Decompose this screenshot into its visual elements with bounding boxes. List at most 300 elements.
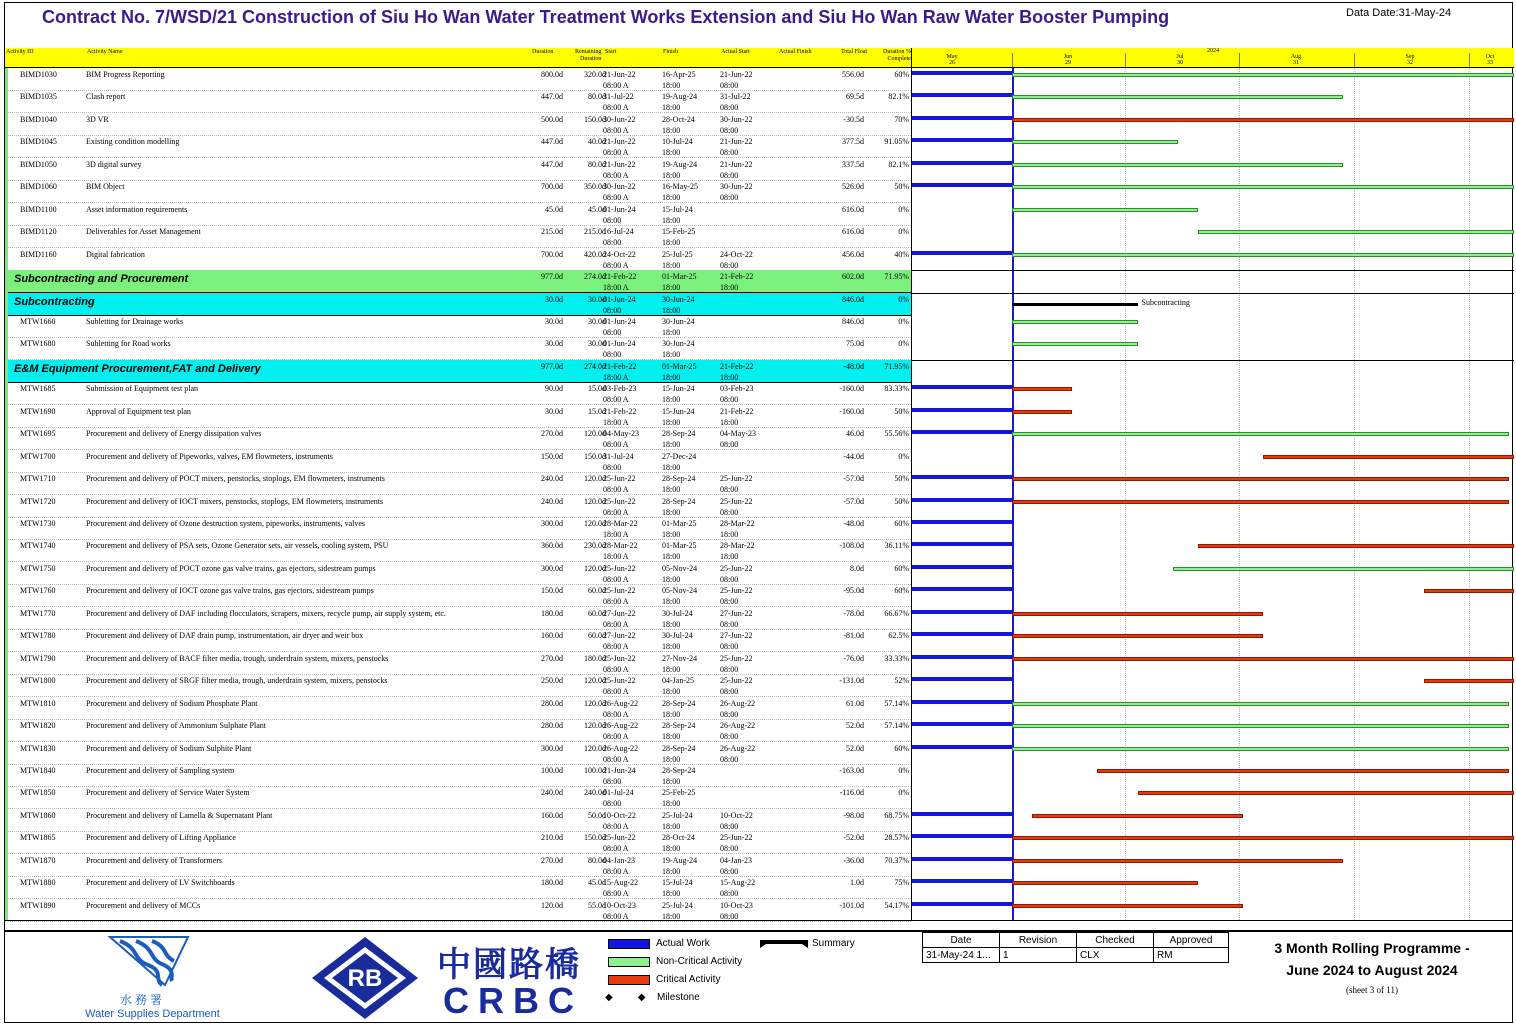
gantt-noncritical-bar[interactable] — [1012, 320, 1138, 324]
activity-name-cell: Procurement and delivery of Service Water System — [86, 788, 250, 798]
percent-complete-cell: 60% — [894, 519, 909, 528]
activity-row[interactable] — [8, 652, 911, 675]
actual-start-time: 18:00 — [720, 283, 739, 293]
gantt-actual-bar[interactable] — [912, 385, 1012, 389]
duration-cell: 240.0d — [541, 788, 563, 798]
gantt-actual-bar[interactable] — [912, 430, 1012, 434]
activity-row[interactable] — [8, 584, 911, 607]
percent-complete-cell: 70% — [894, 114, 909, 124]
percent-complete-cell: 83.33% — [884, 384, 909, 394]
actual-start-date: 15-Aug-22 — [720, 878, 756, 888]
total-float-cell: 616.0d — [842, 204, 864, 214]
finish-date-cell — [662, 114, 695, 136]
finish-date-cell — [662, 361, 697, 383]
start-date-cell — [603, 653, 635, 675]
start-date-time: 08:00 — [603, 350, 622, 360]
activity-row[interactable] — [8, 719, 911, 742]
timeline-month: Jun — [1063, 54, 1073, 60]
gantt-critical-bar[interactable] — [1138, 791, 1515, 795]
gantt-summary-label: Subcontracting — [1141, 297, 1190, 307]
start-date-cell — [603, 383, 636, 405]
actual-start-time: 08:00 — [720, 911, 739, 921]
revision-table — [922, 932, 1229, 977]
start-date-time: 08:00 A — [603, 81, 629, 90]
gantt-noncritical-bar[interactable] — [1012, 73, 1514, 77]
activity-row[interactable] — [8, 495, 911, 518]
gantt-critical-bar[interactable] — [1032, 814, 1243, 818]
start-date-time: 08:00 A — [603, 709, 629, 719]
activity-row[interactable] — [8, 427, 911, 450]
activity-row[interactable] — [8, 158, 911, 181]
percent-complete-cell: 0% — [898, 339, 909, 349]
rev-header-approved: Approved — [1154, 933, 1229, 948]
start-date-time: 08:00 — [603, 305, 622, 315]
gantt-actual-bar[interactable] — [912, 520, 1012, 524]
start-date-time: 08:00 A — [603, 574, 629, 584]
total-float-cell: -95.0d — [843, 586, 864, 596]
finish-date-cell — [662, 787, 695, 809]
legend — [605, 937, 905, 1017]
col-start[interactable]: Start — [605, 49, 617, 55]
start-date-date: 21-Feb-22 — [603, 272, 637, 282]
activity-row[interactable] — [8, 315, 911, 338]
gantt-noncritical-bar[interactable] — [1012, 208, 1198, 212]
gantt-actual-bar[interactable] — [912, 745, 1012, 749]
footer-divider — [5, 930, 1513, 932]
activity-row[interactable] — [8, 90, 911, 113]
gantt-actual-bar[interactable] — [912, 812, 1012, 816]
finish-date-cell — [662, 451, 696, 473]
activity-row[interactable] — [8, 113, 911, 136]
gantt-actual-bar[interactable] — [912, 161, 1012, 165]
start-date-cell — [603, 114, 635, 136]
gantt-critical-bar[interactable] — [1012, 904, 1243, 908]
duration-cell: 700.0d — [541, 249, 563, 259]
activity-row[interactable] — [8, 68, 911, 91]
start-date-cell — [603, 249, 636, 271]
duration-cell: 90.0d — [545, 384, 563, 394]
start-date-cell — [603, 204, 635, 226]
start-date-date: 21-Jun-22 — [603, 137, 636, 147]
start-date-time: 08:00 — [603, 799, 622, 809]
gantt-actual-bar[interactable] — [912, 542, 1012, 546]
activity-row[interactable] — [8, 809, 911, 832]
gantt-critical-bar[interactable] — [1012, 859, 1343, 863]
percent-complete-cell: 50% — [894, 406, 909, 416]
timeline-week: 32 — [1407, 60, 1413, 66]
finish-date-time: 18:00 — [662, 889, 681, 899]
sheet-number: (sheet 3 of 11) — [1346, 985, 1398, 995]
gantt-critical-bar[interactable] — [1012, 836, 1514, 840]
activity-row[interactable] — [8, 135, 911, 158]
total-float-cell: 52.0d — [846, 743, 864, 753]
gantt-actual-bar[interactable] — [912, 475, 1012, 479]
activity-row[interactable] — [8, 899, 911, 922]
gantt-actual-bar[interactable] — [912, 722, 1012, 726]
finish-date-date: 28-Sep-24 — [662, 496, 696, 506]
percent-complete-cell: 54.17% — [884, 900, 909, 910]
duration-cell: 30.0d — [545, 294, 563, 304]
actual-start-date: 25-Jun-22 — [720, 496, 753, 506]
start-date-date: 25-Jun-22 — [603, 563, 636, 573]
gantt-actual-bar[interactable] — [912, 655, 1012, 659]
actual-start-time: 08:00 — [720, 81, 739, 90]
activity-row[interactable] — [8, 831, 911, 854]
activity-id-cell: BIMD1040 — [20, 114, 57, 124]
gantt-actual-bar[interactable] — [912, 408, 1012, 412]
actual-start-time: 08:00 — [720, 193, 739, 203]
col-total-float[interactable]: Total Float — [841, 49, 868, 55]
activity-row[interactable] — [8, 607, 911, 630]
start-date-time: 08:00 A — [603, 664, 629, 674]
total-float-cell: 46.0d — [846, 429, 864, 439]
start-date-cell — [603, 181, 635, 203]
activity-row[interactable] — [8, 248, 911, 271]
activity-name-cell: Procurement and delivery of Transformers — [86, 855, 222, 865]
activity-row[interactable] — [8, 854, 911, 877]
actual-start-time: 08:00 — [720, 125, 739, 135]
start-date-cell — [603, 428, 639, 450]
start-date-date: 31-Jul-22 — [603, 92, 634, 102]
start-date-date: 28-Mar-22 — [603, 519, 638, 528]
finish-date-time: 18:00 — [662, 462, 681, 472]
percent-complete-cell: 52% — [894, 676, 909, 686]
start-date-date: 04-Jan-23 — [603, 855, 635, 865]
activity-name-cell: Procurement and delivery of POCT ozone gas valve trains, gas ejectors, sidestream pumps — [86, 563, 376, 573]
gantt-noncritical-bar[interactable] — [1012, 432, 1509, 436]
gantt-noncritical-bar[interactable] — [1012, 747, 1509, 751]
gantt-critical-bar[interactable] — [1012, 881, 1198, 885]
activity-name-cell: Procurement and delivery of PSA sets, Ozone Generator sets, air vessels, cooling system, PSU — [86, 541, 389, 551]
duration-cell: 250.0d — [541, 676, 563, 686]
activity-row[interactable] — [8, 697, 911, 720]
finish-date-date: 25-Feb-25 — [662, 788, 696, 798]
finish-date-time: 18:00 — [662, 530, 681, 539]
finish-date-cell — [662, 136, 693, 158]
start-date-cell — [603, 765, 635, 787]
activity-row[interactable] — [8, 539, 911, 562]
gantt-noncritical-bar[interactable] — [1173, 567, 1514, 571]
start-date-date: 01-Jun-24 — [603, 339, 636, 349]
percent-complete-cell: 66.67% — [884, 608, 909, 618]
total-float-cell: 377.5d — [842, 137, 864, 147]
remaining-duration-cell: 60.0d — [588, 608, 606, 618]
activity-row[interactable] — [8, 382, 911, 405]
gantt-noncritical-bar[interactable] — [1012, 702, 1509, 706]
gantt-actual-bar[interactable] — [912, 677, 1012, 681]
timeline-divider — [1469, 53, 1470, 67]
gantt-critical-bar[interactable] — [1012, 477, 1509, 481]
start-date-time: 08:00 — [603, 462, 622, 472]
gantt-critical-bar[interactable] — [1012, 387, 1072, 391]
gantt-actual-bar[interactable] — [912, 71, 1012, 75]
finish-date-cell — [662, 473, 695, 495]
rev-header-checked: Checked — [1077, 933, 1154, 948]
activity-id-cell: BIMD1030 — [20, 70, 57, 79]
gantt-critical-bar[interactable] — [1263, 455, 1514, 459]
gantt-critical-bar[interactable] — [1012, 657, 1514, 661]
col-actual-start[interactable]: Actual Start — [721, 49, 750, 55]
finish-date-cell — [662, 653, 697, 675]
activity-id-cell: BIMD1100 — [20, 204, 57, 214]
start-date-date: 01-Jun-24 — [603, 316, 636, 326]
activity-row[interactable] — [8, 180, 911, 203]
gantt-critical-bar[interactable] — [1012, 634, 1263, 638]
start-date-date: 27-Jun-22 — [603, 608, 636, 618]
activity-name-cell: Procurement and delivery of Sampling system — [86, 765, 235, 775]
gantt-summary-bar[interactable] — [1012, 303, 1138, 306]
start-date-date: 28-Mar-22 — [603, 541, 638, 551]
programme-title — [1238, 937, 1506, 981]
gantt-actual-bar[interactable] — [912, 183, 1012, 187]
gantt-actual-bar[interactable] — [912, 902, 1012, 906]
duration-cell: 120.0d — [541, 900, 563, 910]
duration-cell: 30.0d — [545, 339, 563, 349]
gantt-actual-bar[interactable] — [912, 138, 1012, 142]
gantt-actual-bar[interactable] — [912, 116, 1012, 120]
gantt-actual-bar[interactable] — [912, 565, 1012, 569]
gantt-critical-bar[interactable] — [1012, 118, 1514, 122]
actual-start-cell — [720, 698, 755, 720]
finish-date-cell — [662, 271, 697, 293]
actual-start-cell — [720, 900, 753, 922]
remaining-duration-cell: 230.0d — [584, 541, 606, 551]
remaining-duration-cell: 120.0d — [584, 721, 606, 731]
finish-date-time: 18:00 — [662, 193, 681, 203]
col-activity-name[interactable]: Activity Name — [87, 49, 123, 55]
total-float-cell: 602.0d — [842, 272, 864, 282]
actual-start-cell — [720, 428, 756, 450]
start-date-date: 25-Jun-22 — [603, 833, 636, 843]
start-date-time: 08:00 A — [603, 485, 629, 495]
col-remaining-line2: Duration — [580, 56, 602, 62]
activity-row[interactable] — [8, 405, 911, 428]
gantt-noncritical-bar[interactable] — [1012, 724, 1509, 728]
duration-cell: 30.0d — [545, 316, 563, 326]
duration-cell: 30.0d — [545, 406, 563, 416]
actual-start-cell — [720, 720, 755, 742]
gantt-actual-bar[interactable] — [912, 610, 1012, 614]
actual-start-time: 08:00 — [720, 440, 739, 450]
total-float-cell: -163.0d — [839, 765, 864, 775]
gantt-noncritical-bar[interactable] — [1012, 140, 1178, 144]
duration-cell: 150.0d — [541, 586, 563, 596]
remaining-duration-cell: 80.0d — [588, 855, 606, 865]
actual-start-cell — [720, 406, 753, 428]
col-finish[interactable]: Finish — [663, 49, 679, 55]
actual-start-time: 08:00 — [720, 754, 739, 764]
start-date-cell — [603, 91, 634, 113]
activity-id-cell: MTW1880 — [20, 878, 56, 888]
start-date-date: 25-Jun-22 — [603, 496, 636, 506]
actual-start-cell — [720, 249, 753, 271]
finish-date-cell — [662, 608, 693, 630]
activity-id-cell: MTW1750 — [20, 563, 56, 573]
finish-date-date: 19-Aug-24 — [662, 855, 698, 865]
start-date-cell — [603, 271, 636, 293]
start-date-date: 25-Jun-22 — [603, 586, 636, 596]
gantt-noncritical-bar[interactable] — [1012, 342, 1138, 346]
gantt-noncritical-bar[interactable] — [1198, 230, 1514, 234]
finish-date-date: 30-Jul-24 — [662, 631, 693, 641]
percent-complete-cell: 60% — [894, 586, 909, 596]
activity-row[interactable] — [8, 517, 911, 540]
remaining-duration-cell: 150.0d — [584, 451, 606, 461]
activity-row[interactable] — [8, 764, 911, 787]
activity-id-cell: MTW1680 — [20, 339, 56, 349]
total-float-cell: 616.0d — [842, 227, 864, 237]
finish-date-time: 18:00 — [662, 664, 681, 674]
gantt-critical-bar[interactable] — [1424, 589, 1514, 593]
gantt-actual-bar[interactable] — [912, 632, 1012, 636]
activity-name-cell: 3D digital survey — [86, 159, 142, 169]
activity-name-cell: Procurement and delivery of Pipeworks, valves, EM flowmeters, instruments — [86, 451, 333, 461]
col-pct-line2: Complete — [887, 56, 911, 62]
finish-date-date: 01-Mar-25 — [662, 272, 697, 282]
gantt-critical-bar[interactable] — [1012, 500, 1509, 504]
start-date-time: 08:00 A — [603, 642, 629, 652]
activity-name-cell: Procurement and delivery of DAF drain pump, instrumentation, air dryer and weir box — [86, 631, 364, 641]
percent-complete-cell: 50% — [894, 182, 909, 192]
group-header-row[interactable] — [8, 360, 911, 383]
gantt-actual-bar[interactable] — [912, 93, 1012, 97]
finish-date-time: 18:00 — [662, 327, 681, 337]
start-date-time: 08:00 — [603, 327, 622, 337]
activity-name-cell: Procurement and delivery of BACF filter media, trough, underdrain system, mixers, penstocks — [86, 653, 389, 663]
finish-date-cell — [662, 630, 693, 652]
group-header-row[interactable] — [8, 293, 911, 316]
grid-bottom-line — [5, 920, 1513, 921]
duration-cell: 160.0d — [541, 810, 563, 820]
finish-date-cell — [662, 69, 696, 91]
finish-date-cell — [662, 181, 698, 203]
gantt-actual-bar[interactable] — [912, 834, 1012, 838]
remaining-duration-cell: 15.0d — [588, 384, 606, 394]
finish-date-cell — [662, 406, 694, 428]
actual-start-date: 21-Jun-22 — [720, 70, 753, 79]
activity-row[interactable] — [8, 674, 911, 697]
gantt-chart — [911, 68, 1514, 920]
actual-start-cell — [720, 496, 752, 518]
timeline-year: 2024 — [1207, 48, 1219, 54]
activity-row[interactable] — [8, 629, 911, 652]
gantt-critical-bar[interactable] — [1012, 410, 1072, 414]
col-remaining[interactable] — [575, 49, 601, 63]
activity-row[interactable] — [8, 337, 911, 360]
percent-complete-cell: 33.33% — [884, 653, 909, 663]
finish-date-cell — [662, 698, 695, 720]
actual-start-cell — [720, 630, 752, 652]
total-float-cell: -48.0d — [843, 361, 864, 371]
activity-name-cell: Subletting for Drainage works — [86, 316, 184, 326]
finish-date-date: 25-Jul-24 — [662, 810, 693, 820]
activity-row[interactable] — [8, 225, 911, 248]
data-date: Data Date:31-May-24 — [1346, 7, 1452, 19]
gantt-group-line — [912, 293, 1514, 294]
gantt-noncritical-bar[interactable] — [1012, 185, 1514, 189]
group-header-row[interactable] — [8, 270, 911, 293]
activity-id-cell: BIMD1035 — [20, 92, 57, 102]
gantt-actual-bar[interactable] — [912, 879, 1012, 883]
activity-row[interactable] — [8, 450, 911, 473]
col-activity-id[interactable]: Activity ID — [6, 49, 34, 55]
activity-name-cell: Procurement and delivery of Ammonium Sulphate Plant — [86, 721, 266, 731]
start-date-time: 08:00 A — [603, 866, 629, 876]
activity-name-cell: Procurement and delivery of Ozone destruction system, pipeworks, instruments, valves — [86, 519, 366, 528]
actual-start-time: 08:00 — [720, 709, 739, 719]
finish-date-cell — [662, 226, 695, 248]
finish-date-cell — [662, 563, 697, 585]
total-float-cell: -160.0d — [839, 384, 864, 394]
activity-row[interactable] — [8, 562, 911, 585]
activity-name-cell: BIM Object — [86, 182, 125, 192]
gantt-actual-bar[interactable] — [912, 498, 1012, 502]
activity-row[interactable] — [8, 742, 911, 765]
col-actual-finish[interactable]: Actual Finish — [779, 49, 812, 55]
activity-row[interactable] — [8, 203, 911, 226]
finish-date-time: 18:00 — [662, 709, 681, 719]
remaining-duration-cell: 420.0d — [584, 249, 606, 259]
col-pct-complete[interactable] — [883, 49, 911, 63]
activity-row[interactable] — [8, 876, 911, 899]
timeline-month: Sep — [1405, 54, 1415, 60]
finish-date-date: 30-Jun-24 — [662, 339, 695, 349]
total-float-cell: 846.0d — [842, 294, 864, 304]
finish-date-cell — [662, 316, 694, 338]
gantt-actual-bar[interactable] — [912, 857, 1012, 861]
gantt-critical-bar[interactable] — [1198, 544, 1514, 548]
gantt-actual-bar[interactable] — [912, 587, 1012, 591]
gantt-noncritical-bar[interactable] — [1012, 253, 1514, 257]
actual-start-date: 28-Mar-22 — [720, 541, 755, 551]
percent-complete-cell: 57.14% — [884, 721, 909, 731]
start-date-time: 08:00 A — [603, 889, 629, 899]
gantt-noncritical-bar[interactable] — [1012, 95, 1343, 99]
actual-start-cell — [720, 181, 752, 203]
gantt-actual-bar[interactable] — [912, 251, 1012, 255]
activity-name-cell: Procurement and delivery of DAF including flocculators, scrapers, mixers, recycle pump, air supply system, etc. — [86, 608, 446, 618]
rev-empty-cell — [923, 963, 1000, 978]
gantt-critical-bar[interactable] — [1424, 679, 1514, 683]
legend-critical-swatch — [608, 975, 650, 985]
percent-complete-cell: 0% — [898, 765, 909, 775]
activity-name-cell: Procurement and delivery of POCT mixers, penstocks, stoplogs, EM flowmeters, instruments — [86, 474, 385, 484]
activity-row[interactable] — [8, 472, 911, 495]
actual-start-time: 08:00 — [720, 732, 739, 742]
duration-cell: 150.0d — [541, 451, 563, 461]
actual-start-time: 08:00 — [720, 103, 739, 113]
actual-start-date: 28-Mar-22 — [720, 519, 755, 528]
gantt-actual-bar[interactable] — [912, 700, 1012, 704]
col-duration[interactable]: Duration — [532, 49, 554, 55]
gantt-noncritical-bar[interactable] — [1012, 163, 1343, 167]
gantt-critical-bar[interactable] — [1097, 769, 1509, 773]
col-pct-line1: Duration % — [883, 49, 911, 55]
finish-date-time: 18:00 — [662, 125, 681, 135]
percent-complete-cell: 0% — [898, 204, 909, 214]
total-float-cell: 69.5d — [846, 92, 864, 102]
start-date-date: 30-Jun-22 — [603, 182, 636, 192]
activity-row[interactable] — [8, 786, 911, 809]
start-date-time: 18:00 A — [603, 530, 629, 539]
start-date-date: 24-Oct-22 — [603, 249, 636, 259]
crbc-logo — [310, 935, 595, 1021]
legend-milestone-label: Milestone — [657, 992, 700, 1003]
duration-cell: 215.0d — [541, 227, 563, 237]
start-date-cell — [603, 540, 638, 562]
finish-date-date: 30-Jun-24 — [662, 294, 695, 304]
gantt-critical-bar[interactable] — [1012, 612, 1263, 616]
